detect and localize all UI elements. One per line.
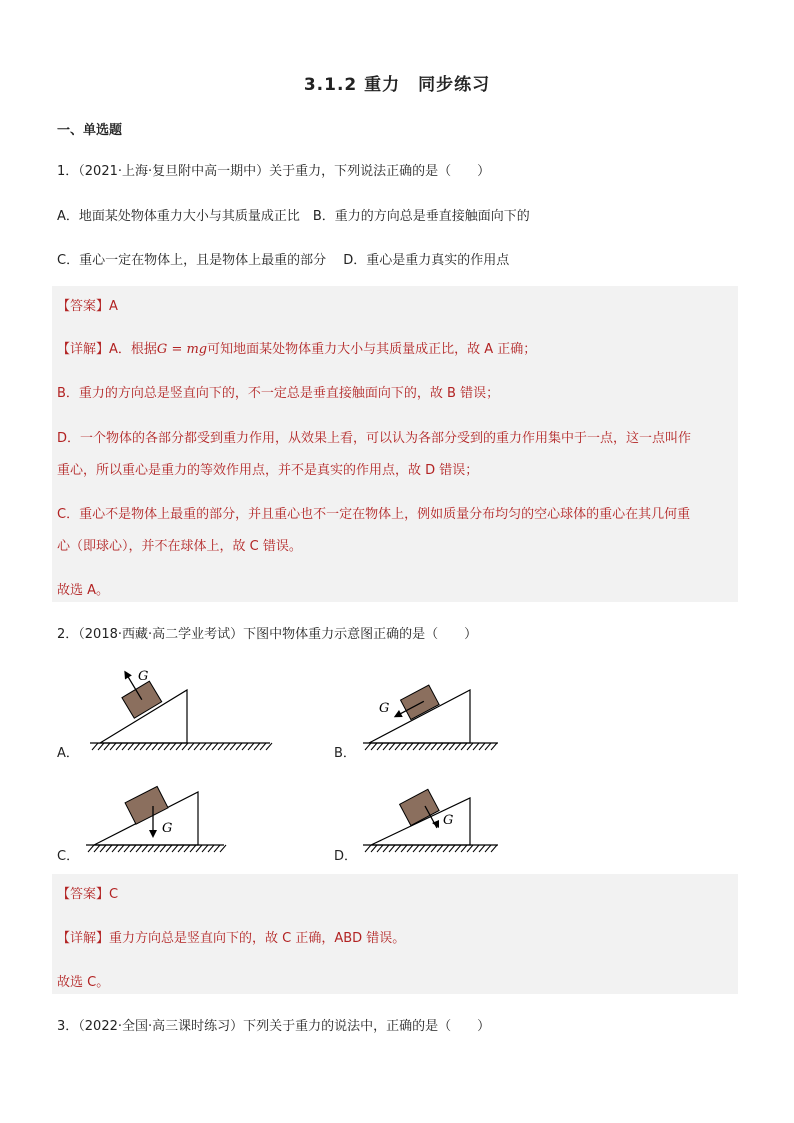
- q1-options-ab: A．地面某处物体重力大小与其质量成正比 B．重力的方向总是垂直接触面向下的: [57, 209, 530, 224]
- q1-answer-line: [57, 295, 118, 314]
- force-label: G: [138, 669, 149, 684]
- q1-detail-line-5: C．重心不是物体上最重的部分，并且重心也不一定在物体上，例如质量分布均匀的空心球体的重心在其几何重: [57, 507, 691, 522]
- q2-answer-box: [52, 874, 738, 994]
- section-heading: 一、单选题: [57, 123, 123, 138]
- ground-hatch: [90, 743, 272, 750]
- figure-b: [355, 660, 515, 755]
- block: [125, 786, 168, 824]
- answer-tag: 【答案】: [57, 887, 110, 902]
- q3-stem: 3．（2022·全国·高三课时练习）下列关于重力的说法中，正确的是（ ）: [57, 1019, 491, 1034]
- option-c-label: C．: [57, 849, 80, 864]
- q1-detail-line-4: 重心，所以重心是重力的等效作用点，并不是真实的作用点，故 D 错误；: [57, 463, 479, 478]
- q1-conclusion: 故选 A。: [57, 583, 110, 598]
- detail-tag: 【详解】: [57, 342, 110, 357]
- answer-tag: 【答案】: [57, 299, 110, 314]
- q1-answer-box: [52, 286, 738, 602]
- figure-a: [80, 660, 280, 755]
- detail-tag: 【详解】: [57, 931, 110, 946]
- answer-value: C: [109, 887, 119, 902]
- formula: G = mg: [156, 342, 208, 357]
- q2-conclusion: 故选 C。: [57, 975, 110, 990]
- q2-answer-line: [57, 883, 118, 902]
- block: [401, 685, 440, 719]
- q1-stem: 1．（2021·上海·复旦附中高一期中）关于重力，下列说法正确的是（ ）: [57, 164, 491, 179]
- figure-c: [80, 770, 260, 860]
- q1-detail-line-6: 心（即球心），并不在球体上，故 C 错误。: [57, 539, 302, 554]
- option-d-label: D．: [334, 849, 358, 864]
- force-label: G: [162, 821, 173, 836]
- q2-stem: 2．（2018·西藏·高二学业考试）下图中物体重力示意图正确的是（ ）: [57, 627, 478, 642]
- q1-detail-line-1: 【详解】A．根据G = mg可知地面某处物体重力大小与其质量成正比，故 A 正确；: [57, 342, 537, 357]
- option-a-label: A．: [57, 746, 79, 761]
- q1-options-cd: C．重心一定在物体上，且是物体上最重的部分 D．重心是重力真实的作用点: [57, 253, 510, 268]
- option-b-label: B．: [334, 746, 356, 761]
- q1-detail-line-2: B．重力的方向总是竖直向下的，不一定总是垂直接触面向下的，故 B 错误；: [57, 386, 500, 401]
- page-title: 3.1.2 重力 同步练习: [303, 75, 491, 95]
- block: [122, 681, 162, 718]
- q1-detail-line-3: D．一个物体的各部分都受到重力作用，从效果上看，可以认为各部分受到的重力作用集中于一点，这一点叫作: [57, 431, 692, 446]
- force-label: G: [443, 813, 454, 828]
- force-label: G: [379, 701, 390, 716]
- answer-value: A: [109, 299, 118, 314]
- q2-detail-line: 【详解】重力方向总是竖直向下的，故 C 正确，ABD 错误。: [57, 931, 406, 946]
- figure-d: [355, 770, 515, 860]
